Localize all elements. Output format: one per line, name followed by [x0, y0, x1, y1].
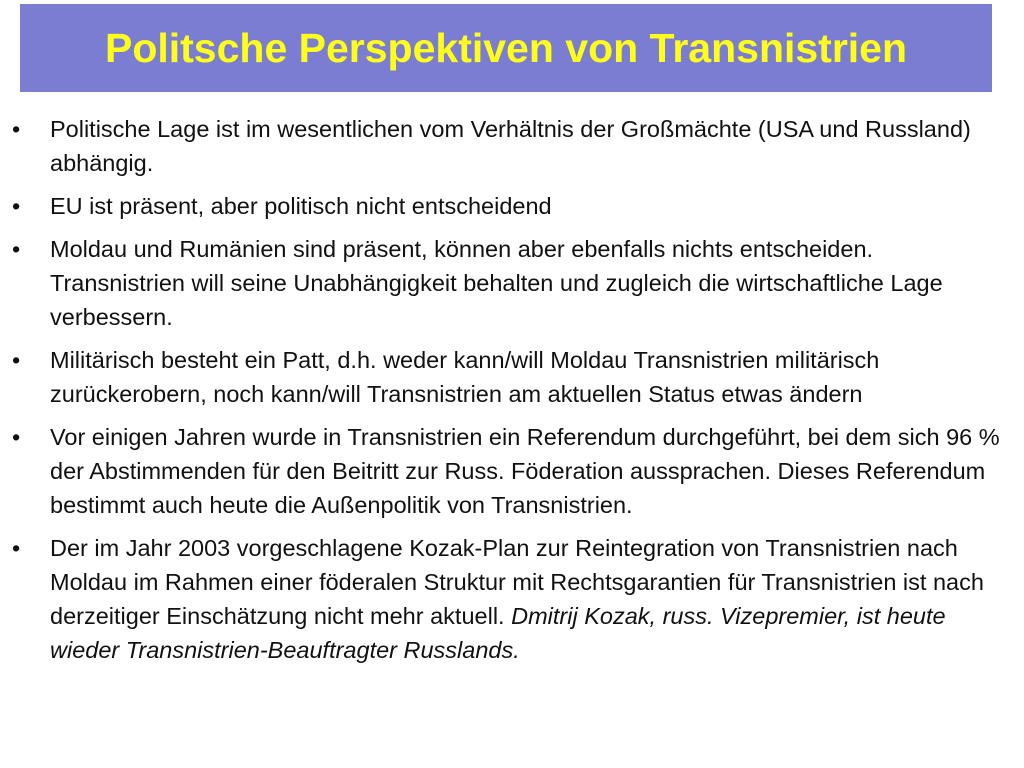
bullet-item — [0, 343, 1024, 411]
bullet-list — [0, 112, 1024, 676]
bullet-text: Moldau und Rumänien sind präsent, können aber ebenfalls nichts entscheiden. Transnistrien will seine Unabhängigkeit behalten und zugleich die wirtschaftliche Lage verbessern. — [50, 236, 943, 330]
bullet-text-italic: Dmitrij Kozak, russ. Vizepremier, ist heute wieder Transnistrien-Beauftragter Russlands. — [50, 603, 946, 663]
title-bar — [20, 4, 992, 92]
bullet-item — [0, 420, 1024, 522]
bullet-dot-icon: • — [12, 116, 21, 142]
bullet-item — [0, 232, 1024, 334]
slide-title: Politsche Perspektiven von Transnistrien — [104, 24, 908, 71]
bullet-text: EU ist präsent, aber politisch nicht entscheidend — [50, 193, 552, 219]
bullet-item — [0, 531, 1024, 667]
bullet-text: Der im Jahr 2003 vorgeschlagene Kozak-Plan zur Reintegration von Transnistrien nach Moldau im Rahmen einer föderalen Struktur mit Rechtsgarantien für Transnistrien ist nach derzeitiger Einschätzung nicht mehr aktuell. — [50, 535, 984, 629]
bullet-text: Militärisch besteht ein Patt, d.h. weder kann/will Moldau Transnistrien militärisch zurückerobern, noch kann/will Transnistrien am aktuellen Status etwas ändern — [50, 347, 880, 407]
bullet-text: Politische Lage ist im wesentlichen vom Verhältnis der Großmächte (USA und Russland) abhängig. — [50, 116, 971, 176]
bullet-item — [0, 189, 1024, 223]
bullet-dot-icon: • — [12, 193, 21, 219]
bullet-dot-icon: • — [12, 347, 21, 373]
bullet-text: Vor einigen Jahren wurde in Transnistrien ein Referendum durchgeführt, bei dem sich 96 % der Abstimmenden für den Beitritt zur Russ. Föderation aussprachen. Dieses Referendum bestimmt auch heute die Außenpolitik von Transnistrien. — [50, 424, 1000, 518]
bullet-item — [0, 112, 1024, 180]
bullet-dot-icon: • — [12, 424, 21, 450]
bullet-dot-icon: • — [12, 236, 21, 262]
bullet-dot-icon: • — [12, 535, 21, 561]
